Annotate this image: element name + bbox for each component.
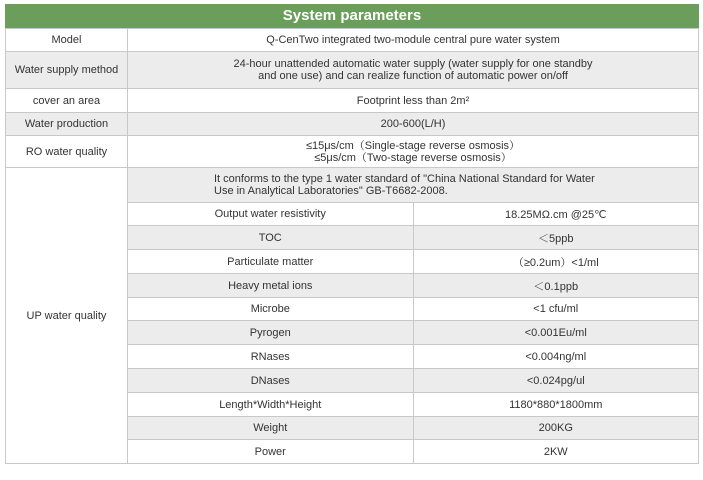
- param-name: DNases: [128, 369, 414, 393]
- row-value: 200-600(L/H): [128, 113, 699, 136]
- value-line: It conforms to the type 1 water standard of "China National Standard for Water: [214, 173, 595, 185]
- param-value: <0.001Eu/ml: [413, 321, 699, 345]
- table-row: [6, 136, 699, 168]
- up-standard: [128, 168, 699, 203]
- row-label: cover an area: [6, 89, 128, 113]
- row-label: Water production: [6, 113, 128, 136]
- table-row: [6, 113, 699, 136]
- row-value: [128, 136, 699, 168]
- param-name: RNases: [128, 345, 414, 369]
- row-label: Model: [6, 29, 128, 52]
- row-value: Footprint less than 2m²: [128, 89, 699, 113]
- table-row: [6, 168, 699, 203]
- param-value: <1 cfu/ml: [413, 298, 699, 321]
- param-name: Weight: [128, 417, 414, 440]
- parameters-table: [5, 28, 699, 464]
- value-line: 24-hour unattended automatic water supply (water supply for one standby: [233, 58, 593, 70]
- param-name: TOC: [128, 226, 414, 250]
- param-name: Output water resistivity: [128, 203, 414, 226]
- param-value: <0.024pg/ul: [413, 369, 699, 393]
- row-value: Q-CenTwo integrated two-module central pure water system: [128, 29, 699, 52]
- param-value: （≥0.2um）<1/ml: [413, 250, 699, 274]
- parameters-panel: [5, 4, 699, 464]
- value-line: ≤15μs/cm（Single-stage reverse osmosis）: [305, 139, 521, 152]
- table-title: System parameters: [5, 4, 699, 28]
- param-name: Particulate matter: [128, 250, 414, 274]
- table-row: [6, 52, 699, 89]
- row-label: Water supply method: [6, 52, 128, 89]
- param-value: 200KG: [413, 417, 699, 440]
- param-name: Pyrogen: [128, 321, 414, 345]
- value-line: ≤5μs/cm（Two-stage reverse osmosis）: [314, 151, 512, 164]
- value-line: and one use) and can realize function of automatic power on/off: [258, 70, 568, 82]
- param-name: Power: [128, 440, 414, 464]
- param-value: <0.004ng/ml: [413, 345, 699, 369]
- param-value: 2KW: [413, 440, 699, 464]
- param-name: Length*Width*Height: [128, 393, 414, 417]
- row-label: RO water quality: [6, 136, 128, 168]
- param-value: 1180*880*1800mm: [413, 393, 699, 417]
- table-row: [6, 29, 699, 52]
- table-row: [6, 89, 699, 113]
- value-line: Use in Analytical Laboratories" GB-T6682-2008.: [214, 185, 448, 197]
- param-name: Microbe: [128, 298, 414, 321]
- row-value: [128, 52, 699, 89]
- param-value: ＜0.1ppb: [413, 274, 699, 298]
- row-label: UP water quality: [6, 168, 128, 464]
- param-value: 18.25MΩ.cm @25℃: [413, 203, 699, 226]
- param-name: Heavy metal ions: [128, 274, 414, 298]
- param-value: ＜5ppb: [413, 226, 699, 250]
